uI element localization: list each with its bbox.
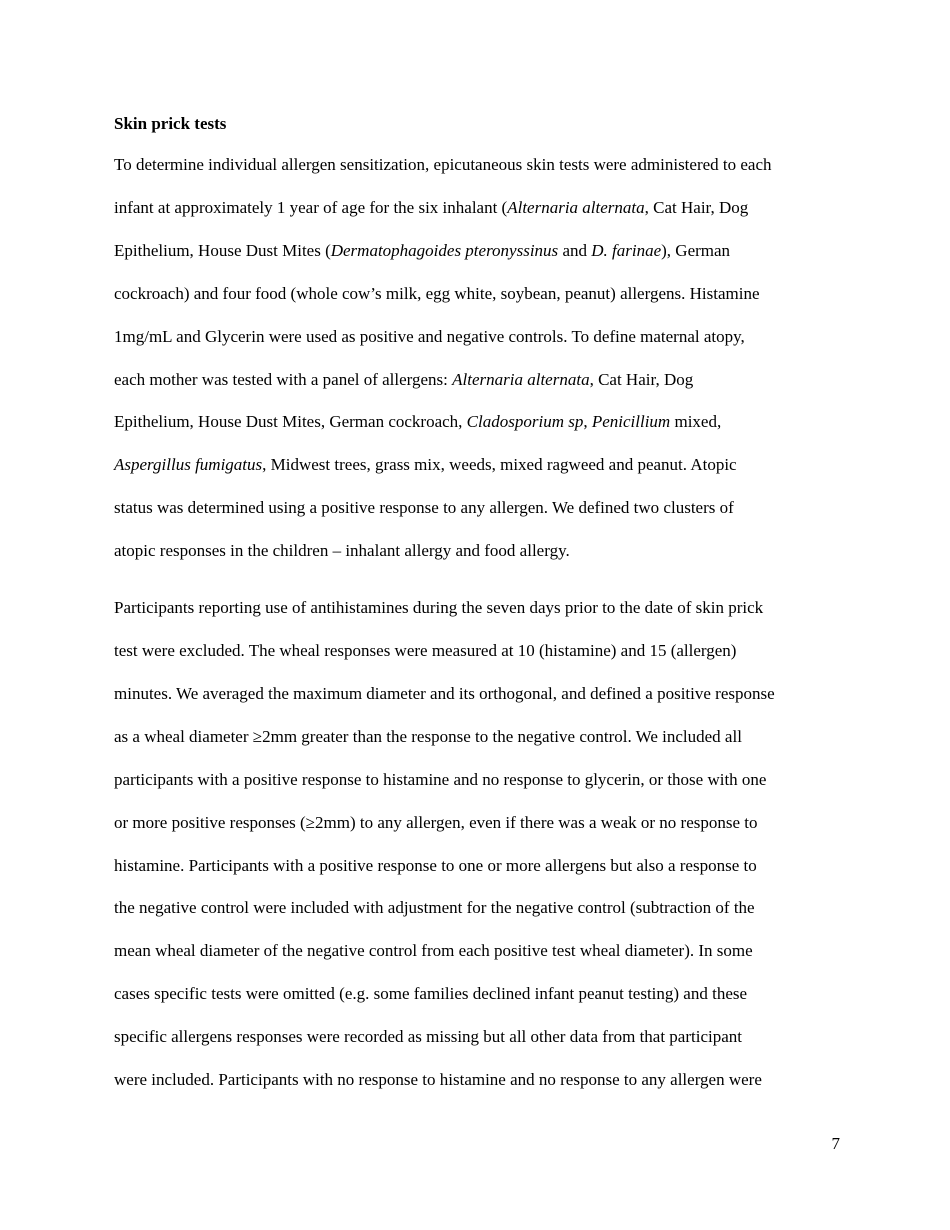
text-line: Epithelium, House Dust Mites, German cockroach, Cladosporium sp, Penicillium mixed, xyxy=(114,412,722,432)
text-line: infant at approximately 1 year of age for the six inhalant (Alternaria alternata, Cat Hair, Dog xyxy=(114,197,749,217)
text-line: Participants reporting use of antihistamines during the seven days prior to the date of skin prick xyxy=(114,598,764,618)
text-line: status was determined using a positive response to any allergen. We defined two clusters of xyxy=(114,498,734,518)
text-line: were included. Participants with no response to histamine and no response to any allergen were xyxy=(114,1070,762,1090)
text-line: 1mg/mL and Glycerin were used as positive and negative controls. To define maternal atopy, xyxy=(114,326,745,346)
text-line: test were excluded. The wheal responses were measured at 10 (histamine) and 15 (allergen) xyxy=(114,640,737,660)
text-line: specific allergens responses were recorded as missing but all other data from that participant xyxy=(114,1027,742,1047)
text-line: the negative control were included with adjustment for the negative control (subtraction of the xyxy=(114,898,755,918)
text-line: Epithelium, House Dust Mites (Dermatophagoides pteronyssinus and D. farinae), German xyxy=(114,240,731,260)
text-line: minutes. We averaged the maximum diameter and its orthogonal, and defined a positive response xyxy=(114,683,775,703)
text-line: cockroach) and four food (whole cow’s milk, egg white, soybean, peanut) allergens. Histamine xyxy=(114,283,760,303)
text-line: each mother was tested with a panel of allergens: Alternaria alternata, Cat Hair, Dog xyxy=(114,369,694,389)
text-line: cases specific tests were omitted (e.g. some families declined infant peanut testing) and these xyxy=(114,984,748,1004)
text-line: as a wheal diameter ≥2mm greater than the response to the negative control. We included all xyxy=(114,726,742,746)
text-line: participants with a positive response to histamine and no response to glycerin, or those with one xyxy=(114,769,767,789)
paragraph-skin-tests-methods xyxy=(114,144,844,573)
text-line: mean wheal diameter of the negative control from each positive test wheal diameter). In some xyxy=(114,941,753,961)
paragraph-exclusion-criteria xyxy=(114,587,844,1102)
text-line: To determine individual allergen sensitization, epicutaneous skin tests were administered to each xyxy=(114,155,772,174)
text-line: atopic responses in the children – inhalant allergy and food allergy. xyxy=(114,541,570,561)
page-number: 7 xyxy=(831,1134,840,1153)
section-heading: Skin prick tests xyxy=(114,114,227,133)
document-page xyxy=(114,110,844,1102)
text-line: or more positive responses (≥2mm) to any allergen, even if there was a weak or no response to xyxy=(114,812,758,832)
text-line: Aspergillus fumigatus, Midwest trees, grass mix, weeds, mixed ragweed and peanut. Atopic xyxy=(114,455,737,475)
text-line: histamine. Participants with a positive response to one or more allergens but also a response to xyxy=(114,855,757,875)
